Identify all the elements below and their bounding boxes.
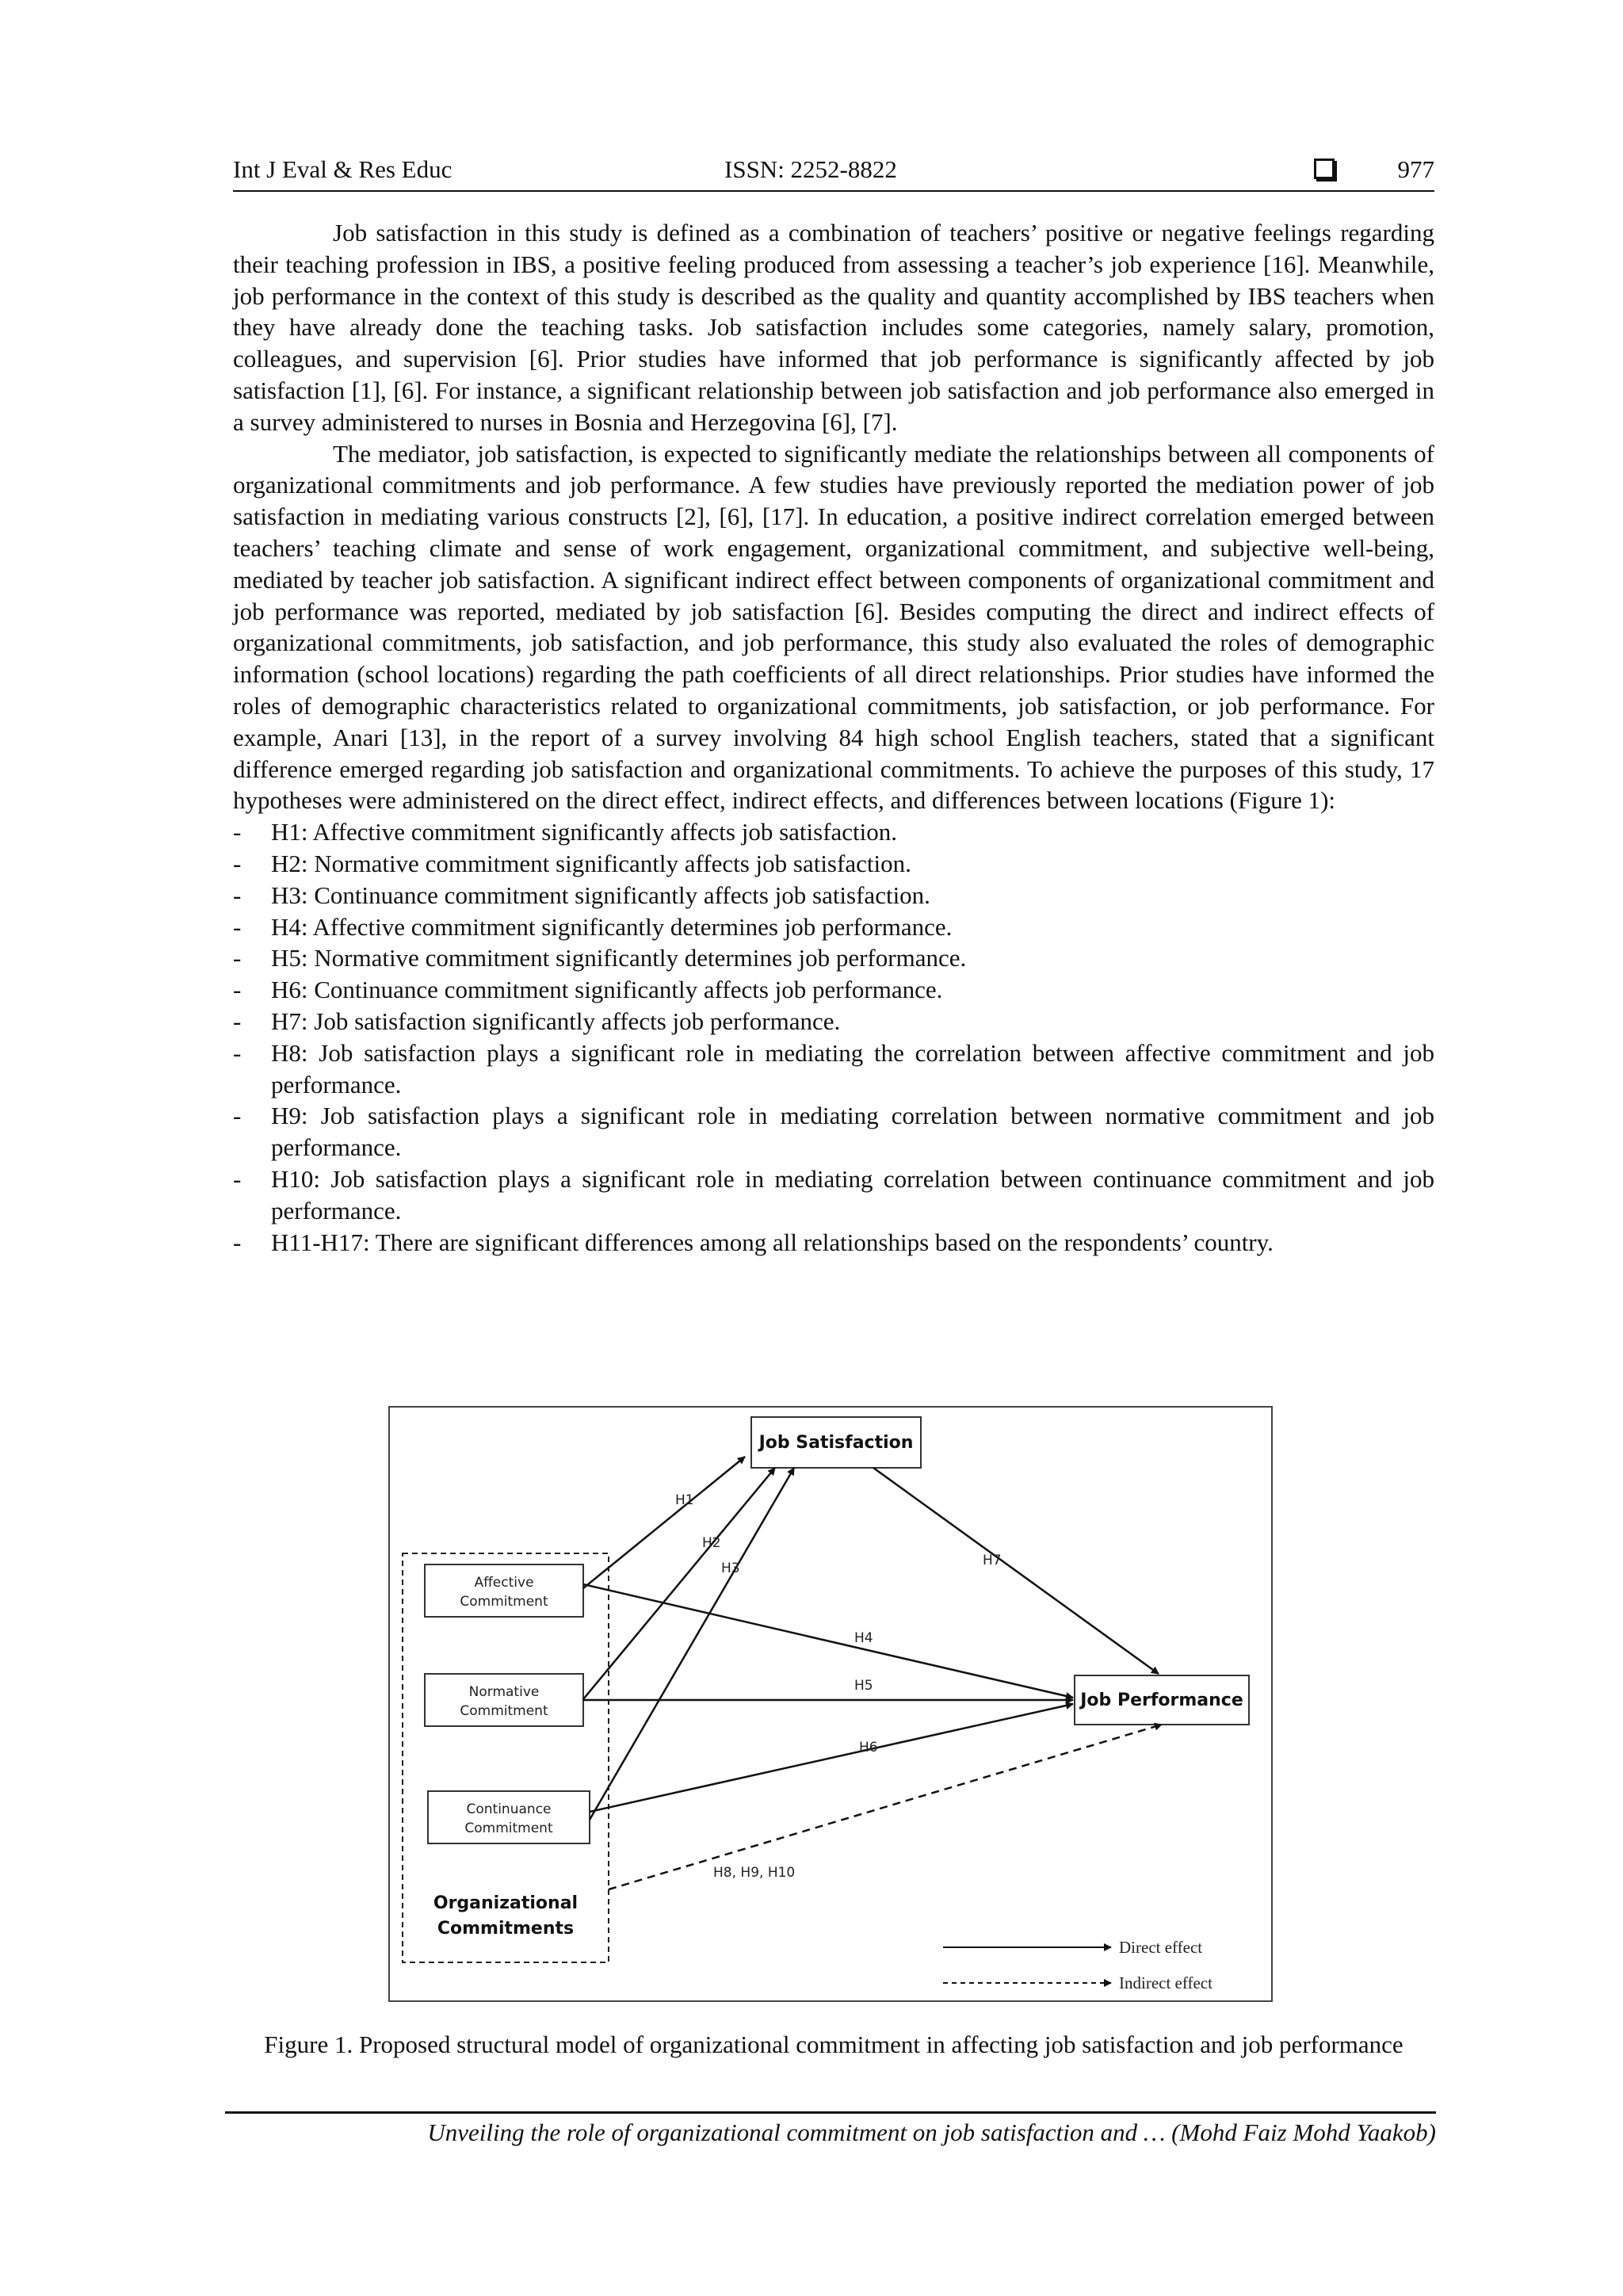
path-mediation (609, 1725, 1162, 1889)
label-h4: H4 (854, 1630, 873, 1646)
body-text (233, 217, 1434, 1258)
affective-label-line2: Commitment (460, 1594, 548, 1610)
hypothesis-item: - H2: Normative commitment significantly affects job satisfaction. (233, 848, 1434, 880)
normative-label-line1: Normative (468, 1684, 540, 1700)
affective-label-line1: Affective (474, 1575, 534, 1591)
figure-legend (943, 1938, 1212, 1992)
continuance-label-line2: Commitment (464, 1820, 553, 1836)
affective-commitment-node (425, 1564, 583, 1617)
hypotheses-list (233, 816, 1434, 1258)
hypothesis-item: - H5: Normative commitment significantly determines job performance. (233, 942, 1434, 974)
structural-model-figure (388, 1406, 1273, 2002)
running-footer: Unveiling the role of organizational commitment on job satisfaction and … (Mohd Faiz Mohd Yaakob) (225, 2111, 1436, 2147)
hypothesis-item: - H10: Job satisfaction plays a significant role in mediating correlation between continuance commitment and job performance. (233, 1163, 1434, 1227)
continuance-label-line1: Continuance (466, 1801, 552, 1817)
paragraph-job-satisfaction: Job satisfaction in this study is defined as a combination of teachers’ positive or negative feelings regarding their teaching profession in IBS, a positive feeling produced from assessing a teacher’s job experience [16]. Meanwhile, job performance in the context of this study is described as the quality and quantity accomplished by IBS teachers when they have already done the teaching tasks. Job satisfaction includes some categories, namely salary, promotion, colleagues, and supervision [6]. Prior studies have informed that job performance is significantly affected by job satisfaction [1], [6]. For instance, a significant relationship between job satisfaction and job performance also emerged in a survey administered to nurses in Bosnia and Herzegovina [6], [7]. (233, 219, 1434, 436)
hypothesis-item: - H4: Affective commitment significantly determines job performance. (233, 911, 1434, 943)
organizational-commitments-label-line2: Commitments (437, 1919, 575, 1939)
paragraph-mediator: The mediator, job satisfaction, is expected to significantly mediate the relationships between all components of organizational commitments and job performance. A few studies have previously reported the mediation power of job satisfaction in mediating various constructs [2], [6], [17]. In education, a positive indirect correlation emerged between teachers’ teaching climate and sense of work engagement, organizational commitment, and subjective well-being, mediated by teacher job satisfaction. A significant indirect effect between components of organizational commitment and job performance was reported, mediated by job satisfaction [6]. Besides computing the direct and indirect effects of organizational commitments, job satisfaction, and job performance, this study also evaluated the roles of demographic information (school locations) regarding the path coefficients of all direct relationships. Prior studies have informed the roles of demographic characteristics related to organizational commitments, job satisfaction, or job performance. For example, Anari [13], in the report of a survey involving 84 high school English teachers, stated that a significant difference emerged regarding job satisfaction and organizational commitments. To achieve the purposes of this study, 17 hypotheses were administered on the direct effect, indirect effects, and differences between locations (Figure 1): (233, 439, 1434, 815)
normative-commitment-node (425, 1674, 583, 1726)
hypothesis-item: - H11-H17: There are significant differences among all relationships based on the respondents’ country. (233, 1227, 1434, 1259)
issn: ISSN: 2252-8822 (724, 155, 897, 183)
path-h6 (590, 1704, 1073, 1812)
label-h5: H5 (854, 1678, 873, 1694)
path-h7 (873, 1468, 1159, 1674)
job-satisfaction-node (751, 1417, 921, 1468)
running-header (233, 155, 1434, 192)
hypothesis-item: - H7: Job satisfaction significantly affects job performance. (233, 1006, 1434, 1037)
hypothesis-item: - H1: Affective commitment significantly affects job satisfaction. (233, 816, 1434, 848)
path-h3 (590, 1468, 794, 1820)
legend-indirect-effect: Indirect effect (1119, 1973, 1212, 1992)
label-h2: H2 (702, 1535, 721, 1551)
journal-name: Int J Eval & Res Educ (233, 155, 453, 183)
continuance-commitment-node (428, 1791, 590, 1843)
path-h4 (583, 1584, 1073, 1698)
label-h7: H7 (983, 1553, 1002, 1568)
label-h6: H6 (859, 1740, 878, 1755)
hypothesis-item: - H3: Continuance commitment significantly affects job satisfaction. (233, 880, 1434, 911)
hypothesis-item: - H9: Job satisfaction plays a significant role in mediating correlation between normative commitment and job performance. (233, 1100, 1434, 1163)
label-h3: H3 (721, 1561, 740, 1576)
figure-caption: Figure 1. Proposed structural model of organizational commitment in affecting job satisfaction and job performance (264, 2030, 1403, 2058)
job-performance-label: Job Performance (1080, 1690, 1243, 1710)
job-satisfaction-label: Job Satisfaction (758, 1433, 914, 1453)
label-mediation: H8, H9, H10 (713, 1865, 796, 1881)
normative-label-line2: Commitment (460, 1703, 548, 1719)
structural-model-diagram (388, 1406, 1273, 2002)
hypothesis-item: - H8: Job satisfaction plays a significant role in mediating the correlation between affective commitment and job performance. (233, 1037, 1434, 1101)
organizational-commitments-label-line1: Organizational (433, 1893, 579, 1913)
job-performance-node (1075, 1675, 1249, 1725)
hypothesis-item: - H6: Continuance commitment significantly affects job performance. (233, 974, 1434, 1006)
square-bullet-icon (1314, 159, 1335, 179)
label-h1: H1 (675, 1492, 694, 1508)
page-number: 977 (1397, 155, 1434, 183)
legend-direct-effect: Direct effect (1119, 1938, 1203, 1957)
